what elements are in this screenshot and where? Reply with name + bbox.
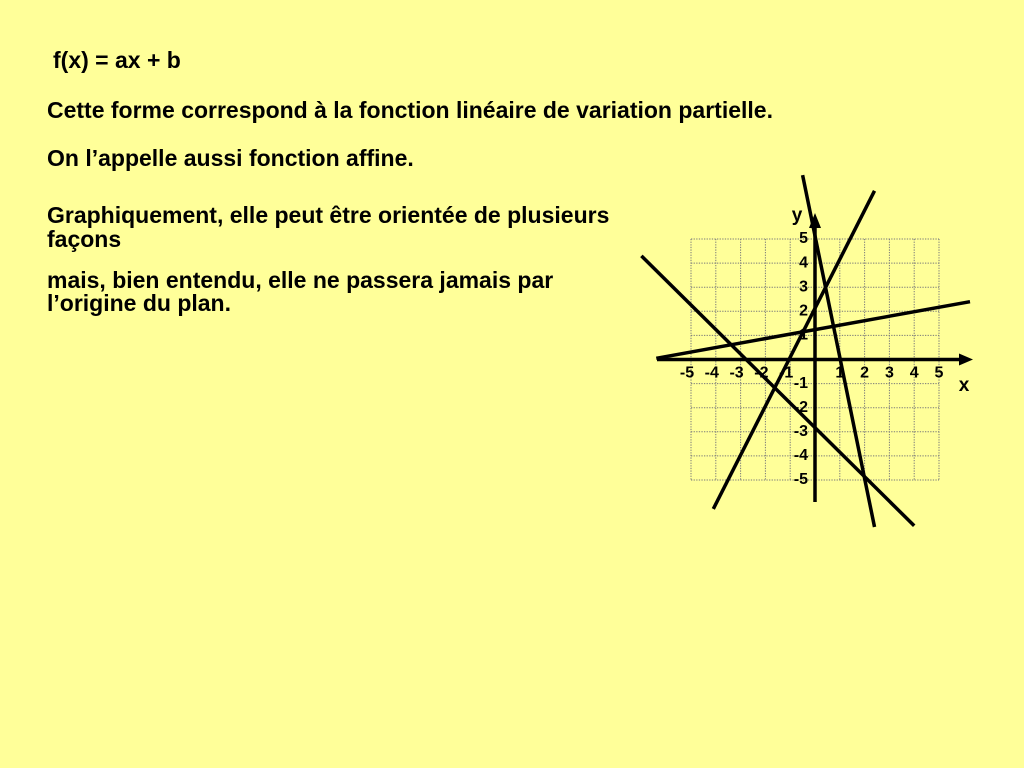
x-tick-label: 4 <box>909 364 919 382</box>
x-tick-label: -5 <box>679 364 695 382</box>
x-axis-label: x <box>958 375 970 397</box>
y-tick-label: -2 <box>793 398 808 416</box>
y-tick-label: -5 <box>793 471 808 489</box>
y-tick-label: 2 <box>799 302 808 320</box>
x-tick-label: -3 <box>729 364 744 382</box>
x-axis-arrow <box>959 354 973 366</box>
y-tick-label: 4 <box>799 254 808 272</box>
y-tick-label: -1 <box>793 374 808 392</box>
y-tick-label: 5 <box>799 230 808 248</box>
orientation-text-line: façons <box>47 226 122 252</box>
definition-text: Cette forme correspond à la fonction linéaire de variation partielle. <box>47 97 773 123</box>
y-tick-label: -4 <box>793 447 808 465</box>
x-tick-label: -1 <box>779 364 794 382</box>
origin-text-line: mais, bien entendu, elle ne passera jamais par <box>47 267 554 293</box>
x-tick-label: 2 <box>860 364 870 382</box>
y-tick-label: 1 <box>799 326 808 344</box>
x-tick-label: 1 <box>835 364 845 382</box>
x-tick-label: 5 <box>934 364 944 382</box>
x-tick-label: 3 <box>884 364 894 382</box>
y-tick-label: -3 <box>793 423 808 441</box>
y-axis-label: y <box>791 205 803 227</box>
formula-text: f(x) = ax + b <box>53 47 181 73</box>
orientation-text-line: Graphiquement, elle peut être orientée de plusieurs <box>47 202 610 228</box>
series-line-3 <box>641 256 914 526</box>
x-tick-label: -4 <box>704 364 719 382</box>
x-tick-label: -2 <box>754 364 769 382</box>
y-tick-label: 3 <box>799 278 808 296</box>
origin-text-line: l’origine du plan. <box>47 290 231 316</box>
alias-text: On l’appelle aussi fonction affine. <box>47 145 414 171</box>
